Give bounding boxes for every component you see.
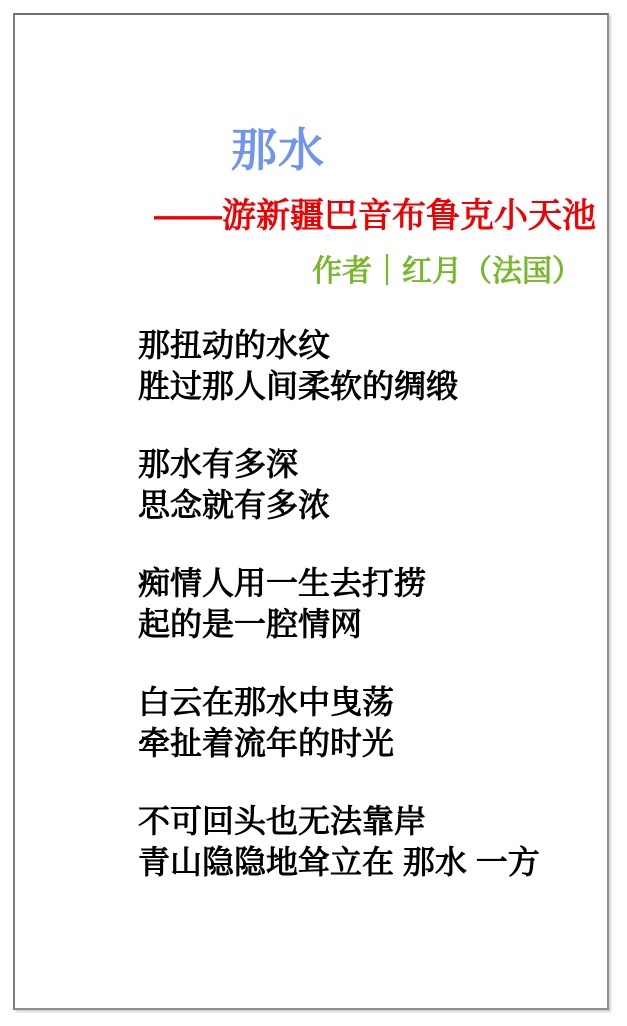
poem-line: 起的是一腔情网 xyxy=(138,606,363,642)
stanza xyxy=(138,325,540,407)
poem-title: 那水 xyxy=(231,124,325,176)
poem-line: 那扭动的水纹 xyxy=(138,327,331,363)
poem-line: 胜过那人间柔软的绸缎 xyxy=(138,368,459,404)
poem-line: 那水有多深 xyxy=(138,446,299,482)
poem-line: 牵扯着流年的时光 xyxy=(138,725,395,761)
poem-subtitle: ——游新疆巴音布鲁克小天池 xyxy=(154,197,596,235)
poem-line: 思念就有多浓 xyxy=(138,487,331,523)
stanza xyxy=(138,682,540,764)
stanza xyxy=(138,444,540,526)
poem-line: 痴情人用一生去打捞 xyxy=(138,565,427,601)
poem-line: 不可回头也无法靠岸 xyxy=(138,803,427,839)
poem-line: 青山隐隐地耸立在 那水 一方 xyxy=(138,844,540,880)
stanza xyxy=(138,801,540,883)
poem-author-line: 作者｜红月（法国） xyxy=(312,255,582,288)
stanza xyxy=(138,563,540,645)
poem-line: 白云在那水中曳荡 xyxy=(138,684,395,720)
poem-body xyxy=(138,325,540,920)
